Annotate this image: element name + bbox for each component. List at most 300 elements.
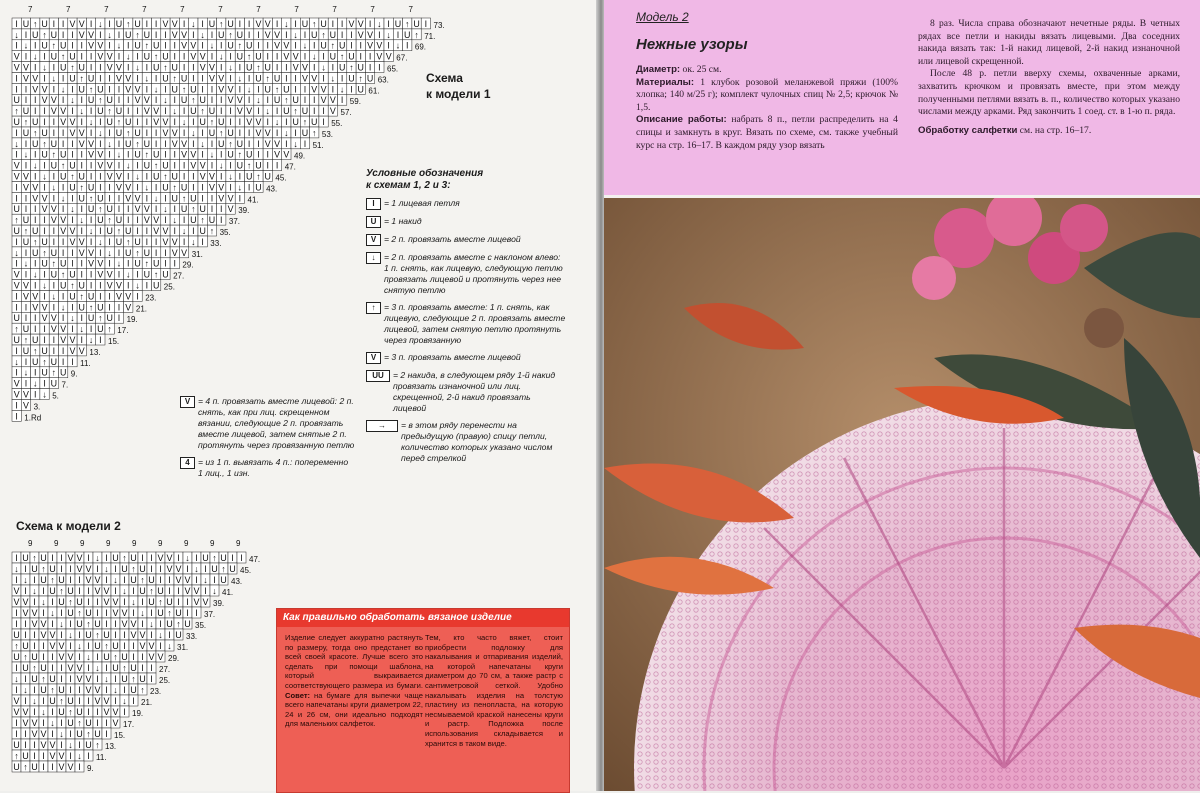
- svg-text:V: V: [22, 182, 29, 193]
- scheme-1-row-number: 55.: [331, 119, 343, 128]
- legend-item: [366, 370, 566, 414]
- svg-text:I: I: [15, 619, 18, 629]
- svg-text:U: U: [115, 215, 123, 226]
- legend-symbol-icon: ↑: [366, 302, 381, 314]
- svg-text:V: V: [97, 258, 104, 269]
- svg-text:I: I: [154, 95, 158, 106]
- svg-text:V: V: [49, 740, 56, 750]
- svg-text:I: I: [43, 226, 46, 236]
- svg-text:V: V: [97, 160, 104, 171]
- svg-text:V: V: [13, 378, 20, 389]
- svg-text:I: I: [117, 51, 121, 62]
- svg-text:I: I: [322, 73, 325, 84]
- svg-text:I: I: [210, 138, 214, 149]
- svg-text:↑: ↑: [32, 663, 37, 673]
- svg-text:I: I: [186, 597, 189, 607]
- svg-text:U: U: [301, 106, 309, 117]
- svg-text:U: U: [50, 160, 58, 171]
- svg-text:V: V: [153, 117, 160, 127]
- legend-symbol-icon: ↓: [366, 252, 381, 264]
- svg-text:I: I: [154, 127, 158, 138]
- svg-text:↑: ↑: [86, 619, 91, 629]
- svg-text:I: I: [15, 193, 18, 204]
- svg-text:I: I: [71, 302, 74, 313]
- svg-text:U: U: [180, 95, 188, 106]
- svg-text:↓: ↓: [70, 204, 75, 215]
- scheme-2-row-number: 35.: [195, 621, 207, 630]
- svg-text:I: I: [43, 182, 46, 193]
- svg-text:I: I: [313, 95, 316, 106]
- svg-text:I: I: [108, 84, 111, 95]
- svg-text:↑: ↑: [219, 127, 224, 138]
- svg-text:I: I: [150, 553, 153, 563]
- svg-text:U: U: [59, 280, 67, 291]
- svg-text:U: U: [69, 160, 76, 171]
- svg-text:↓: ↓: [59, 619, 64, 629]
- svg-text:I: I: [80, 160, 83, 171]
- svg-text:V: V: [97, 40, 104, 51]
- svg-text:U: U: [59, 367, 67, 378]
- svg-text:U: U: [41, 18, 48, 29]
- svg-text:↑: ↑: [181, 84, 187, 95]
- svg-text:U: U: [32, 138, 39, 149]
- svg-text:V: V: [175, 575, 182, 585]
- svg-text:V: V: [31, 729, 38, 739]
- svg-text:V: V: [40, 619, 47, 629]
- svg-text:U: U: [59, 62, 67, 73]
- svg-text:U: U: [208, 215, 216, 226]
- svg-text:I: I: [114, 696, 117, 706]
- svg-text:I: I: [132, 696, 135, 706]
- model-label: Модель 2: [636, 10, 689, 24]
- scheme-1-row-number: 27.: [173, 271, 185, 281]
- svg-text:U: U: [227, 40, 234, 51]
- svg-text:U: U: [357, 62, 364, 73]
- svg-text:U: U: [157, 586, 164, 596]
- scheme-2-row: [12, 563, 251, 575]
- scheme-1-row: [12, 138, 324, 150]
- svg-text:V: V: [60, 335, 67, 345]
- scheme-2-row: [12, 585, 233, 597]
- svg-text:U: U: [199, 226, 206, 236]
- svg-text:↓: ↓: [140, 608, 145, 618]
- svg-text:V: V: [311, 73, 318, 84]
- svg-text:U: U: [59, 171, 67, 182]
- svg-text:U: U: [41, 345, 48, 356]
- scheme-2-top-number: 9: [132, 539, 137, 548]
- svg-text:I: I: [154, 29, 158, 40]
- svg-text:I: I: [78, 652, 81, 662]
- svg-text:I: I: [117, 84, 121, 95]
- svg-text:V: V: [32, 182, 39, 193]
- svg-text:I: I: [71, 324, 74, 335]
- svg-text:I: I: [195, 608, 198, 618]
- legend-left-item: [180, 396, 355, 451]
- svg-text:U: U: [175, 630, 182, 640]
- svg-text:I: I: [204, 586, 207, 596]
- description-value: набрать 8 п., петли распределить на 4 спицы и замкнуть в круг. Вязать по схеме, см. также учебный курс на стр. 16–17. В каждом ряду узор вязать: [636, 114, 898, 151]
- svg-text:↑: ↑: [95, 630, 100, 640]
- svg-text:U: U: [32, 335, 39, 345]
- svg-text:U: U: [87, 95, 95, 106]
- svg-text:I: I: [210, 29, 214, 40]
- svg-text:↓: ↓: [23, 367, 29, 378]
- svg-text:I: I: [71, 138, 74, 149]
- svg-text:I: I: [303, 84, 307, 95]
- svg-text:↓: ↓: [51, 182, 57, 193]
- svg-text:V: V: [112, 608, 119, 618]
- svg-text:I: I: [220, 204, 223, 215]
- svg-text:↓: ↓: [23, 40, 29, 51]
- scheme-1-top-number: 7: [332, 5, 337, 14]
- svg-text:↓: ↓: [194, 564, 199, 574]
- svg-text:↓: ↓: [104, 674, 109, 684]
- svg-text:U: U: [162, 269, 169, 280]
- svg-text:I: I: [42, 608, 45, 618]
- legend-title: [366, 168, 566, 192]
- svg-text:V: V: [69, 236, 76, 247]
- scheme-1-row-number: 51.: [312, 140, 324, 150]
- svg-text:I: I: [204, 564, 207, 574]
- svg-text:I: I: [42, 751, 45, 761]
- svg-text:I: I: [34, 215, 37, 226]
- svg-text:I: I: [69, 564, 72, 574]
- svg-text:I: I: [80, 226, 83, 236]
- svg-text:I: I: [61, 18, 65, 29]
- svg-text:I: I: [99, 171, 102, 182]
- svg-text:V: V: [115, 73, 122, 84]
- svg-text:I: I: [61, 236, 65, 247]
- svg-text:U: U: [40, 553, 47, 563]
- svg-text:V: V: [112, 707, 119, 717]
- legend-left-items: [180, 396, 355, 479]
- svg-text:U: U: [208, 106, 216, 117]
- svg-text:U: U: [125, 29, 132, 40]
- svg-text:I: I: [24, 729, 27, 739]
- svg-text:V: V: [76, 663, 83, 673]
- svg-text:V: V: [115, 171, 122, 182]
- svg-text:↓: ↓: [144, 73, 150, 84]
- svg-text:U: U: [85, 608, 92, 618]
- svg-text:↑: ↑: [14, 324, 19, 335]
- svg-text:I: I: [313, 40, 316, 51]
- svg-text:I: I: [117, 302, 121, 313]
- svg-text:U: U: [49, 586, 56, 596]
- svg-text:I: I: [154, 18, 158, 29]
- svg-text:I: I: [275, 51, 279, 62]
- svg-text:↓: ↓: [107, 138, 112, 149]
- svg-text:↓: ↓: [23, 685, 28, 695]
- tip-heading: Как правильно обработать вязаное изделие: [277, 609, 569, 627]
- svg-text:U: U: [94, 641, 101, 651]
- svg-text:↑: ↑: [339, 51, 345, 62]
- svg-text:↓: ↓: [122, 586, 127, 596]
- svg-text:I: I: [145, 236, 149, 247]
- svg-text:I: I: [195, 575, 198, 585]
- svg-text:U: U: [199, 95, 206, 106]
- svg-text:↑: ↑: [228, 138, 233, 149]
- svg-text:U: U: [199, 117, 206, 127]
- svg-text:I: I: [43, 73, 46, 84]
- svg-text:↑: ↑: [246, 51, 252, 62]
- svg-text:I: I: [117, 269, 121, 280]
- scheme-1-row-number: 67.: [396, 53, 408, 63]
- svg-text:I: I: [108, 236, 111, 247]
- svg-text:↑: ↑: [33, 127, 38, 138]
- svg-text:↓: ↓: [70, 313, 75, 324]
- svg-text:I: I: [61, 204, 65, 215]
- svg-text:↓: ↓: [41, 597, 46, 607]
- svg-text:I: I: [210, 193, 214, 204]
- scheme-1-row: [12, 291, 156, 303]
- svg-text:U: U: [41, 127, 48, 138]
- svg-text:↑: ↑: [191, 95, 196, 106]
- svg-text:I: I: [43, 106, 46, 117]
- svg-text:↓: ↓: [312, 51, 317, 62]
- svg-text:U: U: [13, 226, 20, 236]
- svg-text:I: I: [154, 138, 158, 149]
- svg-text:I: I: [96, 608, 99, 618]
- svg-text:U: U: [13, 740, 20, 750]
- legend: [366, 168, 566, 470]
- svg-text:I: I: [275, 160, 279, 171]
- svg-text:V: V: [311, 84, 318, 95]
- svg-text:↑: ↑: [191, 204, 196, 215]
- svg-text:I: I: [303, 138, 307, 149]
- svg-text:↓: ↓: [321, 62, 326, 73]
- svg-text:U: U: [76, 707, 83, 717]
- svg-text:I: I: [173, 160, 176, 171]
- svg-text:U: U: [50, 378, 58, 389]
- svg-text:U: U: [58, 685, 65, 695]
- svg-text:I: I: [350, 40, 353, 51]
- svg-text:↑: ↑: [98, 204, 103, 215]
- svg-text:I: I: [136, 226, 139, 236]
- svg-text:I: I: [168, 630, 171, 640]
- svg-text:I: I: [24, 586, 27, 596]
- svg-text:U: U: [139, 564, 146, 574]
- svg-text:I: I: [96, 564, 99, 574]
- svg-text:I: I: [182, 62, 186, 73]
- svg-text:I: I: [257, 84, 260, 95]
- svg-text:U: U: [13, 335, 20, 345]
- svg-text:V: V: [50, 313, 57, 324]
- svg-text:I: I: [186, 564, 189, 574]
- svg-text:U: U: [22, 345, 30, 356]
- svg-text:↓: ↓: [228, 171, 233, 182]
- svg-text:U: U: [69, 73, 76, 84]
- svg-text:I: I: [43, 324, 46, 335]
- svg-text:↑: ↑: [60, 51, 66, 62]
- svg-text:I: I: [145, 193, 149, 204]
- svg-text:I: I: [173, 117, 176, 127]
- svg-text:U: U: [106, 117, 113, 127]
- svg-text:I: I: [99, 62, 102, 73]
- svg-text:V: V: [13, 389, 20, 400]
- svg-text:U: U: [87, 182, 95, 193]
- svg-text:U: U: [59, 149, 67, 160]
- svg-text:I: I: [33, 575, 36, 585]
- svg-text:I: I: [15, 608, 18, 618]
- svg-text:I: I: [89, 51, 93, 62]
- svg-text:I: I: [96, 597, 99, 607]
- svg-text:↑: ↑: [144, 258, 150, 269]
- svg-text:I: I: [192, 138, 195, 149]
- scheme-1-row: [12, 149, 305, 161]
- scheme-2-top-number: 9: [54, 539, 59, 548]
- svg-text:U: U: [87, 204, 95, 215]
- svg-text:U: U: [311, 117, 318, 127]
- scheme-2-row: [12, 640, 188, 652]
- svg-text:↑: ↑: [50, 575, 55, 585]
- svg-text:I: I: [150, 674, 153, 684]
- svg-text:I: I: [136, 117, 139, 127]
- svg-text:I: I: [69, 729, 72, 739]
- legend-symbol-icon: UU: [366, 370, 390, 382]
- svg-text:↑: ↑: [209, 117, 215, 127]
- svg-text:V: V: [357, 18, 364, 29]
- svg-text:V: V: [190, 40, 197, 51]
- svg-text:U: U: [329, 29, 337, 40]
- svg-text:I: I: [210, 160, 214, 171]
- svg-text:V: V: [115, 62, 122, 73]
- svg-text:↓: ↓: [23, 575, 28, 585]
- svg-text:I: I: [201, 84, 204, 95]
- svg-text:U: U: [106, 204, 113, 215]
- scheme-1-top-number: 7: [66, 5, 71, 14]
- svg-text:I: I: [105, 718, 108, 728]
- svg-text:U: U: [31, 564, 38, 574]
- svg-text:I: I: [127, 171, 130, 182]
- svg-text:↓: ↓: [23, 258, 29, 269]
- scheme-1-row: [12, 160, 296, 172]
- svg-text:V: V: [292, 51, 299, 62]
- svg-text:I: I: [61, 182, 65, 193]
- svg-text:↓: ↓: [265, 106, 270, 117]
- svg-text:U: U: [69, 51, 76, 62]
- svg-text:I: I: [117, 204, 121, 215]
- svg-text:I: I: [145, 127, 149, 138]
- svg-text:U: U: [139, 586, 146, 596]
- svg-text:I: I: [359, 40, 362, 51]
- svg-text:↑: ↑: [113, 652, 118, 662]
- scheme-1-row-number: 5.: [52, 391, 59, 401]
- svg-text:I: I: [114, 674, 117, 684]
- svg-text:↑: ↑: [59, 586, 64, 596]
- svg-text:U: U: [171, 84, 178, 95]
- svg-text:I: I: [350, 29, 353, 40]
- svg-text:U: U: [134, 40, 141, 51]
- materials-label: Материалы:: [636, 76, 695, 88]
- svg-text:U: U: [32, 117, 39, 127]
- svg-text:I: I: [182, 51, 186, 62]
- svg-text:I: I: [24, 84, 28, 95]
- scheme-2-row-number: 25.: [159, 676, 171, 685]
- tip-advice-text: на бумаге для выпечки чаще всего напечатаны круги диаметром 22, 24 и 26 см, они идеально подходят для маленьких салфеток.: [285, 690, 423, 729]
- svg-text:↓: ↓: [107, 29, 112, 40]
- svg-text:U: U: [22, 641, 29, 651]
- svg-text:I: I: [168, 586, 171, 596]
- scheme-2-row-number: 13.: [105, 742, 117, 751]
- svg-text:U: U: [180, 204, 188, 215]
- svg-text:V: V: [162, 117, 169, 127]
- svg-text:V: V: [376, 40, 383, 51]
- svg-text:↓: ↓: [33, 51, 38, 62]
- svg-text:I: I: [15, 258, 18, 269]
- svg-text:U: U: [22, 106, 30, 117]
- svg-text:↑: ↑: [14, 751, 19, 761]
- svg-text:V: V: [218, 84, 225, 95]
- legend-text: = 3 п. провязать вместе: 1 п. снять, как лицевую, следующие 2 п. провязать вместе лицевой, затем снятую петлю протянуть через провязанную: [384, 302, 566, 345]
- svg-text:I: I: [378, 62, 381, 73]
- svg-text:I: I: [145, 280, 149, 291]
- svg-text:I: I: [87, 707, 90, 717]
- svg-text:V: V: [143, 215, 150, 226]
- legend-left-item: [180, 457, 355, 479]
- svg-text:V: V: [22, 280, 29, 291]
- svg-text:V: V: [246, 117, 253, 127]
- svg-text:V: V: [385, 51, 392, 62]
- svg-text:I: I: [238, 18, 242, 29]
- svg-text:I: I: [78, 586, 81, 596]
- svg-text:↑: ↑: [122, 663, 127, 673]
- svg-text:I: I: [229, 106, 232, 117]
- svg-text:I: I: [182, 127, 186, 138]
- scheme-1-row-number: 61.: [368, 86, 380, 96]
- svg-text:U: U: [121, 674, 128, 684]
- svg-text:U: U: [218, 117, 225, 127]
- svg-text:↓: ↓: [274, 117, 280, 127]
- svg-text:↓: ↓: [51, 291, 57, 302]
- svg-text:U: U: [31, 652, 38, 662]
- svg-text:I: I: [192, 226, 195, 236]
- svg-text:V: V: [78, 247, 85, 258]
- svg-text:↑: ↑: [104, 641, 109, 651]
- scheme-1-row: [12, 280, 175, 292]
- tip-column-2: Тем, кто часто вяжет, стоит приобрести подложку для накалывания и отпаривания изделий, на которой напечатаны круги диаметром до 70 см, а также растр с сантиметровой сеткой. Удобно накалывать изделия на толстую пластину из пенопласта, на которую несмываемой краской нанесены круги и растр. Подложка после использования складывается и хранится в таком виде.: [425, 633, 563, 748]
- scheme-2-row-number: 17.: [123, 720, 135, 729]
- svg-text:I: I: [229, 51, 232, 62]
- svg-text:I: I: [238, 193, 242, 204]
- scheme-1-row: [12, 225, 231, 237]
- svg-text:V: V: [115, 182, 122, 193]
- svg-text:U: U: [143, 29, 151, 40]
- svg-text:↓: ↓: [284, 18, 289, 29]
- svg-text:I: I: [322, 117, 325, 127]
- svg-text:U: U: [58, 575, 65, 585]
- legend-item: [366, 352, 566, 364]
- svg-text:U: U: [157, 608, 164, 618]
- scheme-2-row: [12, 574, 242, 586]
- svg-text:V: V: [106, 160, 113, 171]
- svg-text:I: I: [24, 95, 28, 106]
- svg-text:V: V: [32, 291, 39, 302]
- svg-text:↓: ↓: [113, 575, 118, 585]
- svg-text:↑: ↑: [116, 117, 122, 127]
- svg-text:U: U: [49, 696, 56, 706]
- scheme-1-row: [12, 40, 426, 52]
- svg-text:V: V: [227, 204, 234, 215]
- svg-text:U: U: [143, 269, 151, 280]
- svg-text:U: U: [255, 73, 262, 84]
- svg-text:I: I: [150, 630, 153, 640]
- svg-text:I: I: [387, 18, 390, 29]
- svg-text:V: V: [69, 226, 76, 236]
- svg-text:V: V: [60, 215, 67, 226]
- svg-text:↑: ↑: [86, 729, 91, 739]
- svg-text:I: I: [182, 106, 186, 117]
- svg-text:↑: ↑: [200, 106, 205, 117]
